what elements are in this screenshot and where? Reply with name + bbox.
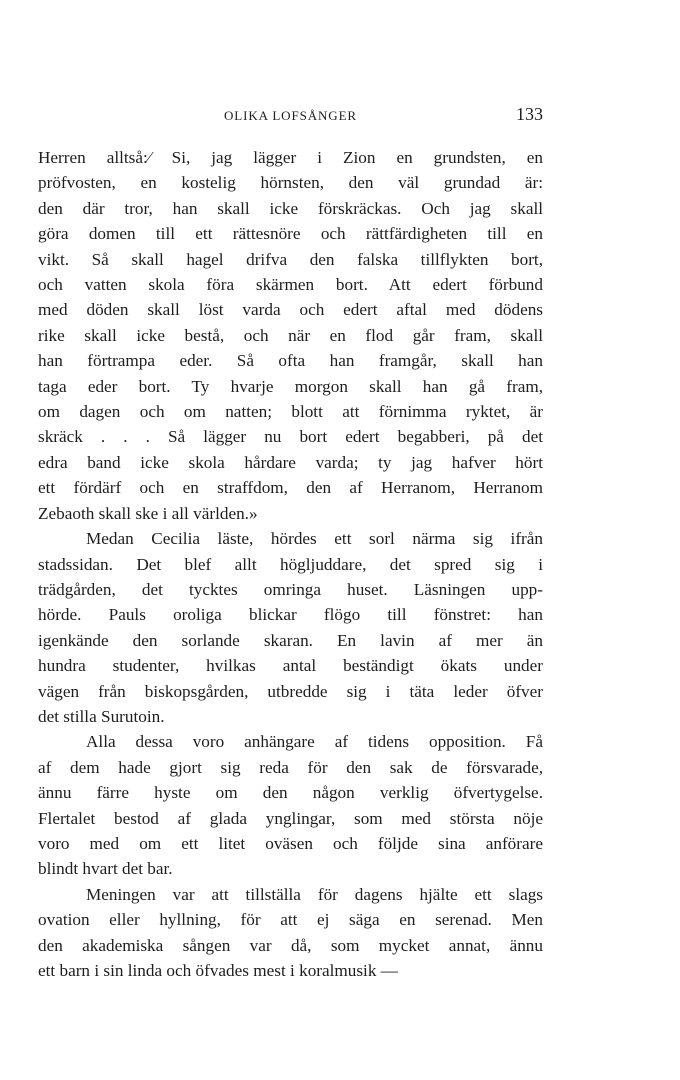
text-line: skräck . . . Så lägger nu bort edert begabberi, på det (38, 427, 543, 447)
text-line: och vatten skola föra skärmen bort. Att edert förbund (38, 275, 543, 295)
text-line: göra domen till ett rättesnöre och rättfärdigheten till en (38, 224, 543, 244)
running-title: OLIKA LOFSÅNGER (223, 108, 358, 123)
text-line: ännu färre hyste om den någon verklig öfvertygelse. (38, 783, 543, 803)
text-line: om dagen och om natten; blott att förnimma ryktet, är (38, 402, 543, 422)
text-line: af dem hade gjort sig reda för den sak de försvarade, (38, 757, 543, 777)
page-number: 133 (516, 104, 543, 124)
text-line: den akademiska sången var då, som mycket annat, ännu (38, 935, 543, 955)
text-line: Flertalet bestod af glada ynglingar, som med största nöje (38, 808, 543, 828)
text-line: trädgården, det tycktes omringa huset. Läsningen upp- (38, 579, 543, 599)
paragraph (38, 145, 543, 526)
text-line: ett fördärf och en straffdom, den af Herranom, Herranom (38, 478, 543, 498)
text-line: blindt hvart det bar. (38, 859, 173, 879)
text-line: voro med om ett litet oväsen och följde sina anförare (38, 833, 543, 853)
text-line: Zebaoth skall ske i all världen.» (38, 503, 258, 523)
text-line: Meningen var att tillställa för dagens hjälte ett slags (86, 884, 543, 904)
text-line: Medan Cecilia läste, hördes ett sorl närma sig ifrån (86, 529, 543, 549)
text-line: edra band icke skola hårdare varda; ty jag hafver hört (38, 452, 543, 472)
paragraph (38, 882, 543, 984)
text-line: vägen från biskopsgården, utbredde sig i täta leder öfver (38, 681, 543, 701)
text-line: hörde. Pauls oroliga blickar flögo till fönstret: han (38, 605, 543, 625)
text-line: med döden skall löst varda och edert aftal med dödens (38, 300, 543, 320)
text-line: Alla dessa voro anhängare af tidens opposition. Få (86, 732, 543, 752)
text-line: ett barn i sin linda och öfvades mest i koralmusik — (38, 961, 398, 980)
text-line: rike skall icke bestå, och när en flod går fram, skall (38, 325, 543, 345)
text-line: ovation eller hyllning, för att ej säga en serenad. Men (38, 910, 543, 930)
text-line: hundra studenter, hvilkas antal beständigt ökats under (38, 656, 543, 676)
text-line: den där tror, han skall icke förskräckas. Och jag skall (38, 198, 543, 218)
paragraph (38, 526, 543, 729)
text-line: vikt. Så skall hagel drifva den falska tillflykten bort, (38, 249, 543, 269)
text-line: det stilla Surutoin. (38, 706, 165, 726)
paragraph (38, 729, 543, 881)
text-line: taga eder bort. Ty hvarje morgon skall han gå fram, (38, 376, 543, 396)
text-line: pröfvosten, en kostelig hörnsten, den väl grundad är: (38, 173, 543, 193)
body-text (38, 145, 543, 983)
running-head (38, 104, 543, 128)
text-line: stadssidan. Det blef allt högljuddare, det spred sig i (38, 554, 543, 574)
text-line: igenkände den sorlande skaran. En lavin af mer än (38, 630, 543, 650)
text-line: han förtrampa eder. Så ofta han framgår, skall han (38, 351, 543, 371)
text-line: Herren alltså:⁄ Si, jag lägger i Zion en grundsten, en (38, 148, 543, 167)
